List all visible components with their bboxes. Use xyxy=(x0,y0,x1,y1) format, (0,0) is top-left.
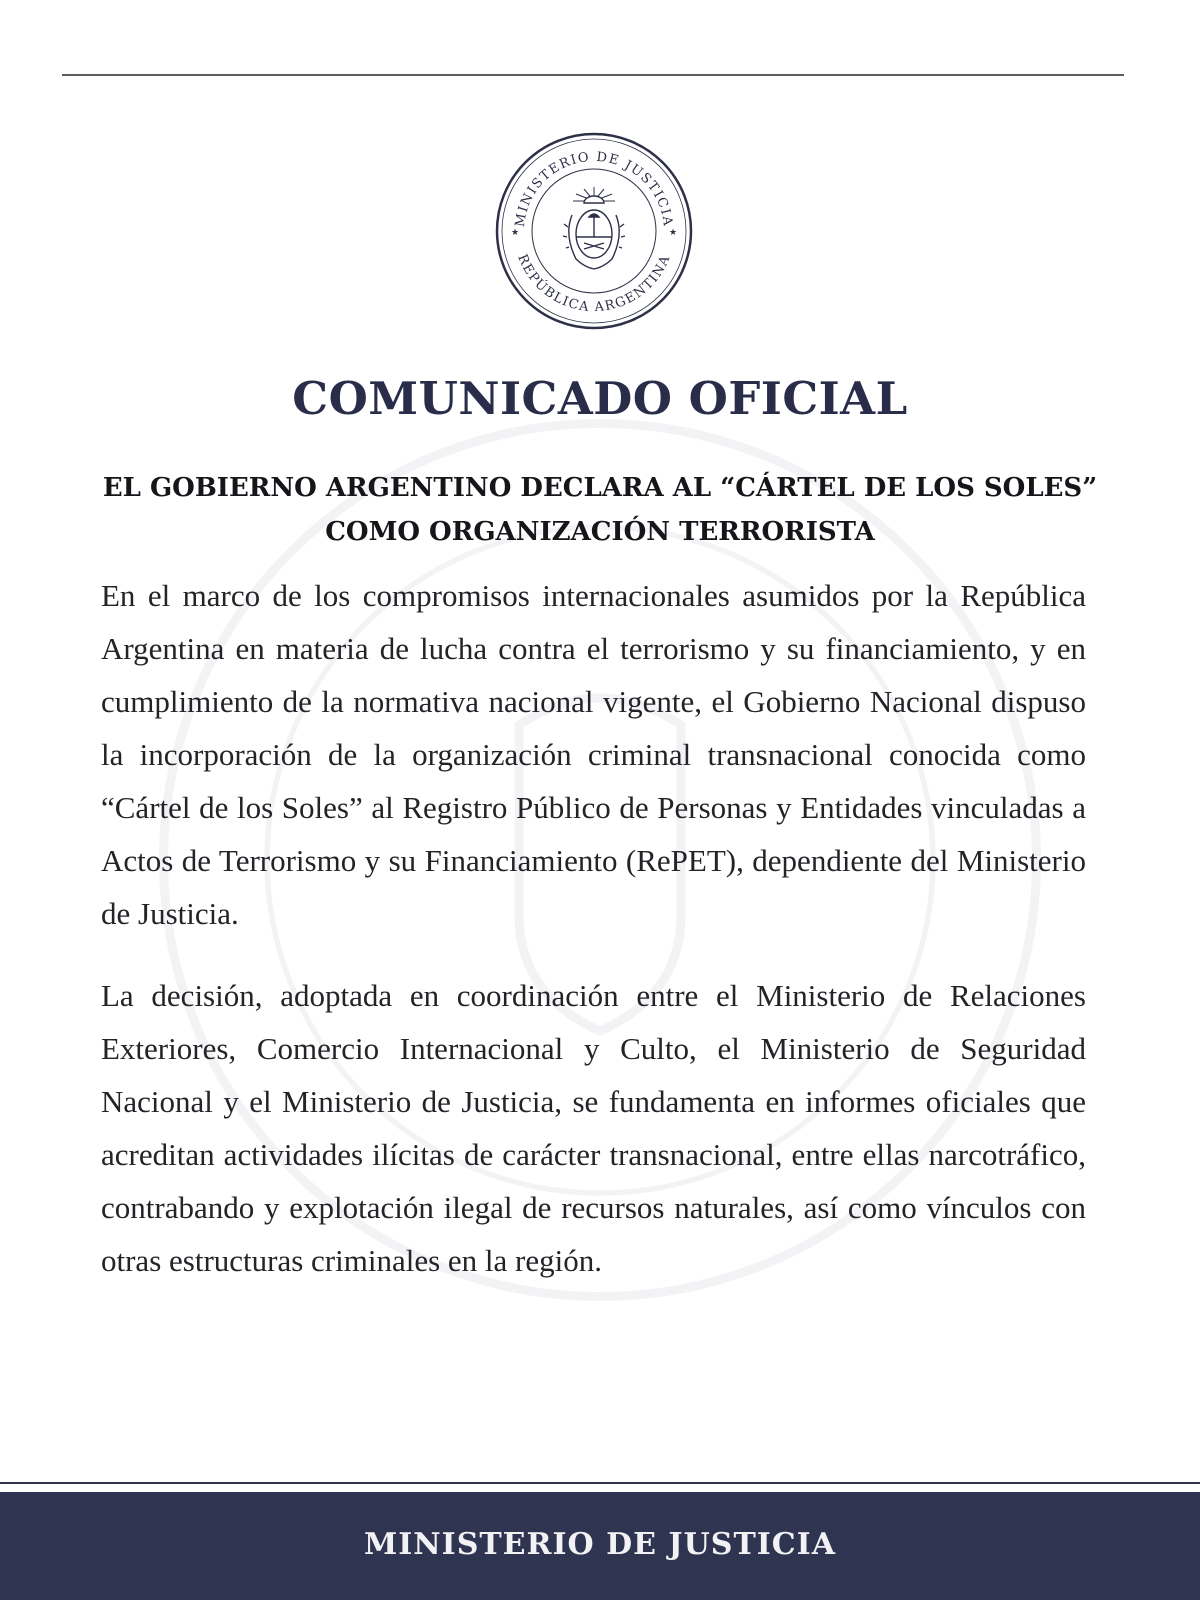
footer-ministry-label: MINISTERIO DE JUSTICIA xyxy=(364,1527,836,1562)
body-paragraph-2: La decisión, adoptada en coordinación entre el Ministerio de Relaciones Exteriores, Comercio Internacional y Culto, el Ministerio de Seguridad Nacional y el Ministerio de Justicia, se fundamenta en informes oficiales que acreditan actividades ilícitas de carácter transnacional, entre ellas narcotráfico, contrabando y explotación ilegal de recursos naturales, así como vínculos con otras estructuras criminales en la región. xyxy=(101,978,1086,1278)
headline-line-2: COMO ORGANIZACIÓN TERRORISTA xyxy=(325,517,875,547)
star-right-icon: ★ xyxy=(668,228,678,238)
headline xyxy=(60,466,1140,554)
footer-bar xyxy=(0,1492,1200,1600)
seal-bottom-text: REPÚBLICA ARGENTINA xyxy=(514,252,674,316)
seal-top-text: MINISTERIO DE JUSTICIA xyxy=(512,149,676,228)
star-left-icon: ★ xyxy=(510,228,520,238)
top-divider xyxy=(62,74,1124,76)
footer-divider xyxy=(0,1482,1200,1484)
page-title: COMUNICADO OFICIAL xyxy=(292,372,908,425)
body-paragraph-1: En el marco de los compromisos internacionales asumidos por la República Argentina en materia de lucha contra el terrorismo y su financiamiento, y en cumplimiento de la normativa nacional vigente, el Gobierno Nacional dispuso la incorporación de la organización criminal transnacional conocida como “Cártel de los Soles” al Registro Público de Personas y Entidades vinculadas a Actos de Terrorismo y su Financiamiento (RePET), dependiente del Ministerio de Justicia. xyxy=(101,578,1086,931)
ministry-seal xyxy=(494,131,694,331)
headline-line-1: EL GOBIERNO ARGENTINO DECLARA AL “CÁRTEL DE LOS SOLES” xyxy=(102,473,1098,503)
